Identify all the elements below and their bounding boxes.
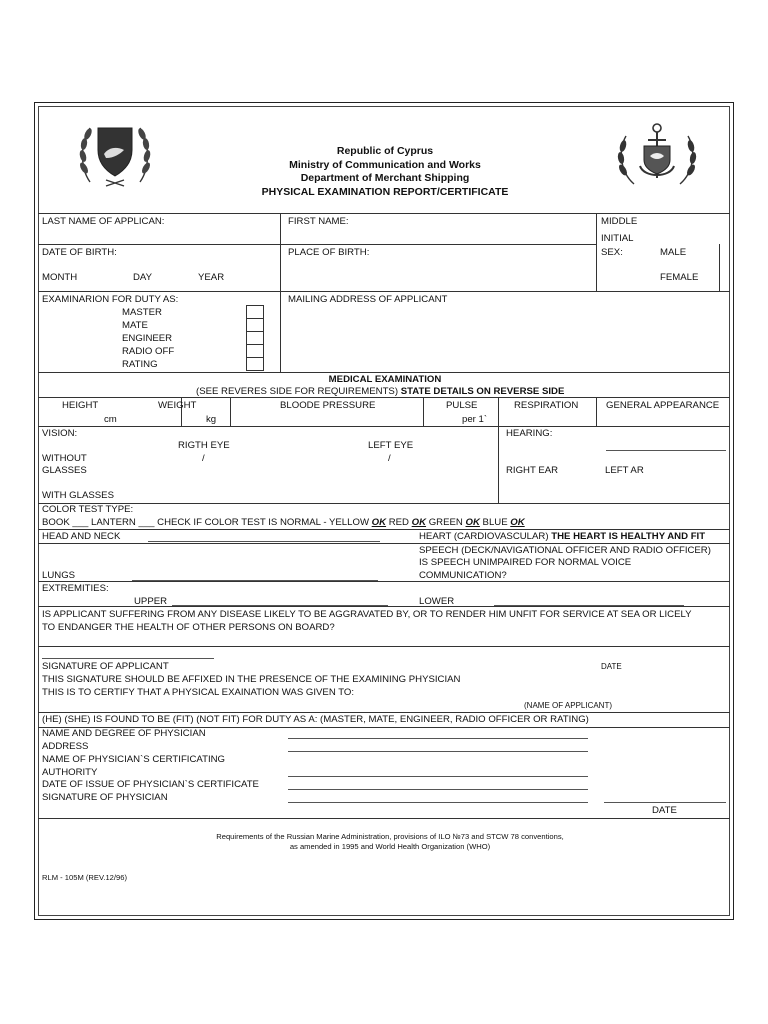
requirements-line-2: as amended in 1995 and World Health Organization (WHO) [289,842,491,851]
divider [38,291,730,292]
medical-exam-title: MEDICAL EXAMINATION [328,374,442,385]
upper-line [172,605,388,606]
divider [38,503,730,504]
divider [38,213,730,214]
day-label: DAY [133,272,153,283]
speech-line-3: COMMUNICATION? [419,570,507,581]
initial-label: INITIAL [601,233,634,244]
physician-signature-line [288,802,588,803]
general-appearance-label: GENERAL APPEARANCE [606,400,720,411]
applicant-signature-label: SIGNATURE OF APPLICANT [42,661,169,672]
physician-name-degree-label: NAME AND DEGREE OF PHYSICIAN [42,728,206,739]
physician-address-label: ADDRESS [42,741,89,752]
physician-address-line [288,751,588,752]
last-name-label: LAST NAME OF APPLICAN: [42,216,165,227]
height-label: HEIGHT [62,400,99,411]
divider [38,712,730,713]
divider [38,529,730,530]
duty-checkbox-master[interactable] [246,305,264,319]
physician-cert-authority-label-2: AUTHORITY [42,767,98,778]
duty-checkbox-engineer[interactable] [246,331,264,345]
page-title: PHYSICAL EXAMINATION REPORT/CERTIFICATE [261,185,509,198]
duty-checkbox-rating[interactable] [246,357,264,371]
divider [38,397,730,398]
vision-label: VISION: [42,428,78,439]
hearing-label: HEARING: [506,428,553,439]
color-test-line: BOOK ___ LANTERN ___ CHECK IF COLOR TEST IS NORMAL - YELLOW OK RED OK GREEN OK BLUE OK [42,517,525,528]
female-label: FEMALE [660,272,699,283]
pulse-unit: per 1` [462,414,488,425]
physician-date-line [604,802,726,803]
duty-master-label: MASTER [122,307,162,318]
extremities-label: EXTREMITIES: [42,583,109,594]
physician-date-label: DATE [652,805,677,816]
without-label: WITHOUT [42,453,87,464]
height-unit: cm [104,414,117,425]
physician-name-line [288,738,588,739]
dob-label: DATE OF BIRTH: [42,247,117,258]
disease-question-line-2: TO ENDANGER THE HEALTH OF OTHER PERSONS ON BOARD? [42,622,335,633]
divider [719,244,720,291]
lungs-line [132,580,378,581]
lower-label: LOWER [419,596,455,607]
speech-line-2: IS SPEECH UNIMPAIRED FOR NORMAL VOICE [419,557,632,568]
right-eye-label: RIGTH EYE [178,440,230,451]
physician-cert-authority-label-1: NAME OF PHYSICIAN`S CERTIFICATING [42,754,226,765]
duty-radio-off-label: RADIO OFF [122,346,175,357]
left-eye-slash: / [388,453,391,464]
lungs-label: LUNGS [42,570,76,581]
divider [38,372,730,373]
physician-authority-line [288,776,588,777]
name-of-applicant-caption: (NAME OF APPLICANT) [524,701,613,710]
exam-for-duty-label: EXAMINARION FOR DUTY AS: [42,294,179,305]
disease-question-line-1: IS APPLICANT SUFFERING FROM ANY DISEASE LIKELY TO BE AGGRAVATED BY, OR TO RENDER HIM UNFIT FOR SERVICE AT SEA OR LICELY [42,609,692,620]
first-name-label: FIRST NAME: [288,216,349,227]
weight-label: WEIGHT [158,400,197,411]
weight-unit: kg [206,414,217,425]
lower-line [494,605,684,606]
signature-date-label: DATE [601,662,622,671]
medical-exam-subtitle: (SEE REVERES SIDE FOR REQUIREMENTS) STATE DETAILS ON REVERSE SIDE [196,386,565,397]
upper-label: UPPER [134,596,168,607]
duty-checkbox-radio-off[interactable] [246,344,264,358]
header-department: Department of Merchant Shipping [300,172,470,184]
affixed-note: THIS SIGNATURE SHOULD BE AFFIXED IN THE PRESENCE OF THE EXAMINING PHYSICIAN [42,674,461,685]
anchor-wreath-emblem-icon [614,120,700,190]
color-test-type-label: COLOR TEST TYPE: [42,504,134,515]
head-neck-label: HEAD AND NECK [42,531,121,542]
speech-line-1: SPEECH (DECK/NAVIGATIONAL OFFICER AND RADIO OFFICER) [419,545,711,556]
divider [38,646,730,647]
divider [38,818,730,819]
right-ear-label: RIGHT EAR [506,465,559,476]
left-eye-label: LEFT EYE [368,440,414,451]
divider [498,397,499,503]
with-glasses-label: WITH GLASSES [42,490,114,501]
divider [38,244,596,245]
hearing-line [606,450,726,451]
cyprus-coat-of-arms-icon [76,120,154,190]
divider [280,291,281,372]
certify-line: THIS IS TO CERTIFY THAT A PHYSICAL EXAINATION WAS GIVEN TO: [42,687,355,698]
heart-label: HEART (CARDIOVASCULAR) THE HEART IS HEALTHY AND FIT [419,531,706,542]
header-ministry: Ministry of Communication and Works [289,158,481,171]
duty-engineer-label: ENGINEER [122,333,173,344]
year-label: YEAR [198,272,225,283]
pulse-label: PULSE [446,400,478,411]
blood-pressure-label: BLOODE PRESSURE [280,400,376,411]
divider [38,581,730,582]
head-neck-line [148,541,380,542]
fit-for-duty-line: (HE) (SHE) IS FOUND TO BE (FIT) (NOT FIT) FOR DUTY AS A: (MASTER, MATE, ENGINEER, RADIO OFFICER OR RATING) [42,714,589,725]
right-eye-slash: / [202,453,205,464]
duty-rating-label: RATING [122,359,158,370]
glasses-label: GLASSES [42,465,87,476]
left-ear-label: LEFT AR [605,465,644,476]
divider [38,426,730,427]
divider [423,397,424,426]
sex-label: SEX: [601,247,623,258]
respiration-label: RESPIRATION [514,400,579,411]
male-label: MALE [660,247,687,258]
form-code: RLM - 105M (REV.12/96) [42,873,127,882]
physician-signature-label: SIGNATURE OF PHYSICIAN [42,792,168,803]
requirements-line-1: Requirements of the Russian Marine Administration, provisions of ILO №73 and STCW 78 conventions, [216,832,564,841]
physician-issue-date-line [288,789,588,790]
duty-mate-label: MATE [122,320,148,331]
mailing-address-label: MAILING ADDRESS OF APPLICANT [288,294,448,305]
divider [596,213,597,291]
month-label: MONTH [42,272,78,283]
place-of-birth-label: PLACE OF BIRTH: [288,247,370,258]
divider [280,213,281,291]
duty-checkbox-mate[interactable] [246,318,264,332]
header-country: Republic of Cyprus [336,145,434,157]
divider [230,397,231,426]
applicant-signature-line [42,658,214,659]
divider [596,397,597,426]
physician-cert-issue-date-label: DATE OF ISSUE OF PHYSICIAN`S CERTIFICATE [42,779,259,790]
divider [38,543,730,544]
middle-label: MIDDLE [601,216,638,227]
